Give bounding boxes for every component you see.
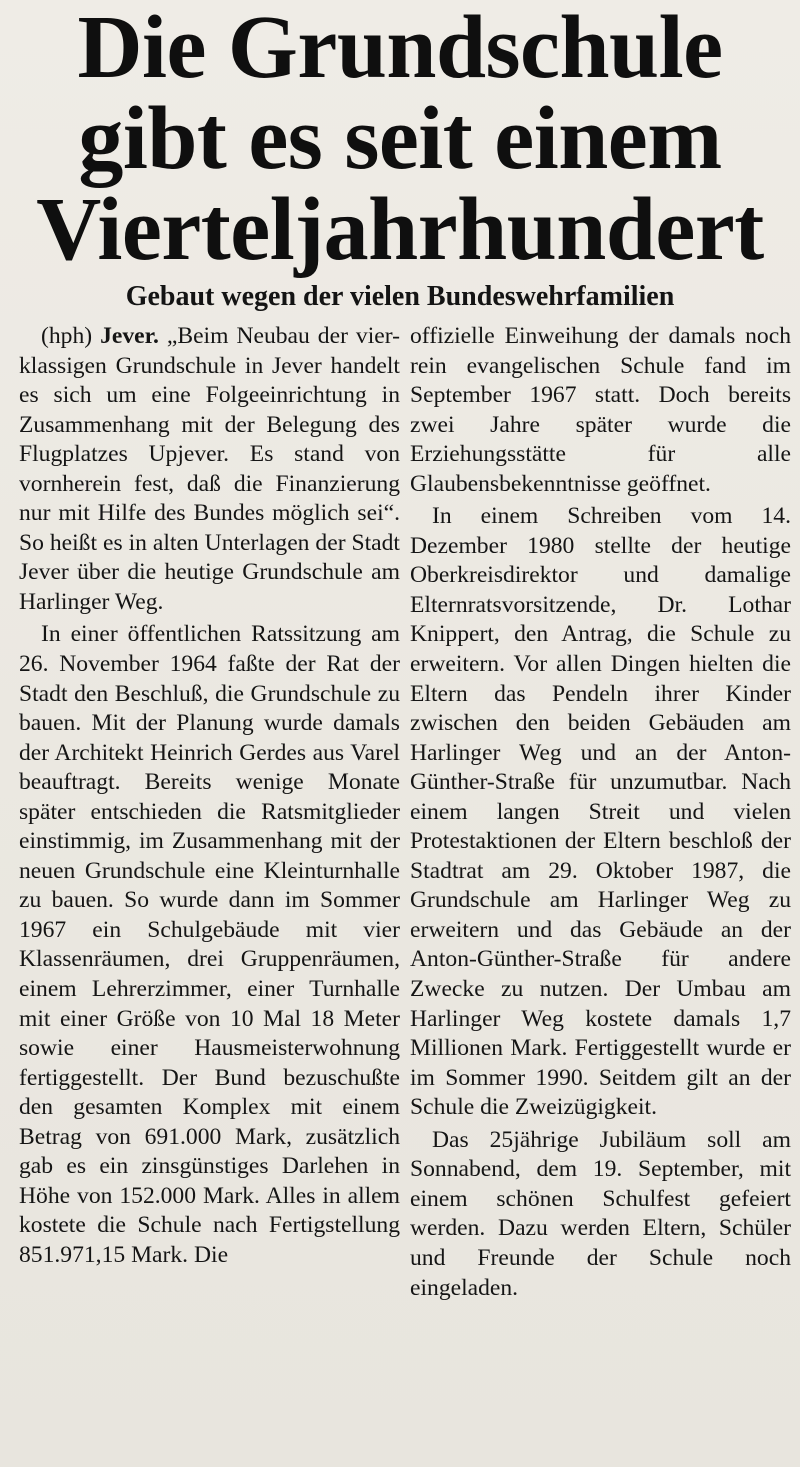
headline (0, 0, 800, 279)
paragraph-1 (19, 322, 400, 617)
paragraph-3: offizielle Einweihung der damals noch rein evangelischen Schule fand im September 1967 statt. Doch bereits zwei Jahre später wurde die Erziehungsstätte für alle Glaubensbekenntnisse geöffnet. (410, 323, 791, 497)
paragraph-5: Das 25jährige Jubiläum soll am Sonnabend, dem 19. September, mit einem schönen Schulfest gefeiert werden. Dazu werden Eltern, Schüler und Freunde der Schule noch eingeladen. (410, 1126, 791, 1301)
column-left (19, 322, 400, 1303)
subheadline: Gebaut wegen der vielen Bundeswehrfamilien (125, 281, 675, 312)
dateline: Jever. (100, 323, 159, 349)
headline-line-1: Die Grundschule (77, 0, 723, 97)
headline-line-2: gibt es seit einem (78, 89, 722, 188)
article-body (19, 322, 791, 1303)
paragraph-1-text: „Beim Neubau der vier-klassigen Grundschule in Jever handelt es sich um eine Folgeeinrichtung in Zusammenhang mit der Belegung des Flugplatzes Upjever. Es stand von vornherein fest, daß die Finanzierung nur mit Hilfe des Bundes möglich sei“. So heißt es in alten Unterlagen der Stadt Jever über die heutige Grundschule am Harlinger Weg. (19, 323, 400, 615)
headline-line-3: Vierteljahrhundert (36, 180, 764, 279)
paragraph-4: In einem Schreiben vom 14. Dezember 1980 stellte der heutige Oberkreisdirektor und damalige Elternratsvorsitzende, Dr. Lothar Knippert, den Antrag, die Schule zu erweitern. Vor allen Dingen hielten die Eltern das Pendeln ihrer Kinder zwischen den beiden Gebäuden am Harlinger Weg und an der Anton-Günther-Straße für unzumutbar. Nach einem langen Streit und vielen Protestaktionen der Eltern beschloß der Stadtrat am 29. Oktober 1987, die Grundschule am Harlinger Weg zu erweitern und das Gebäude an der Anton-Günther-Straße für andere Zwecke zu nutzen. Der Umbau am Harlinger Weg kostete damals 1,7 Millionen Mark. Fertiggestellt wurde er im Sommer 1990. Seitdem gilt an der Schule die Zweizügigkeit. (410, 503, 791, 1121)
paragraph-2: In einer öffentlichen Ratssitzung am 26. November 1964 faßte der Rat der Stadt den Beschluß, die Grundschule zu bauen. Mit der Planung wurde damals der Architekt Heinrich Gerdes aus Varel beauftragt. Bereits wenige Monate später entschieden die Ratsmitglieder einstimmig, im Zusammenhang mit der neuen Grundschule eine Kleinturnhalle zu bauen. So wurde dann im Sommer 1967 ein Schulgebäude mit vier Klassenräumen, drei Gruppenräumen, einem Lehrerzimmer, einer Turnhalle mit einer Größe von 10 Mal 18 Meter sowie einer Hausmeisterwohnung fertiggestellt. Der Bund bezuschußte den gesamten Komplex mit einem Betrag von 691.000 Mark, zusätzlich gab es ein zinsgünstiges Darlehen in Höhe von 152.000 Mark. Alles in allem kostete die Schule nach Fertigstellung 851.971,15 Mark. Die (19, 621, 400, 1268)
column-right (410, 322, 791, 1303)
author-tag: (hph) (41, 323, 93, 349)
